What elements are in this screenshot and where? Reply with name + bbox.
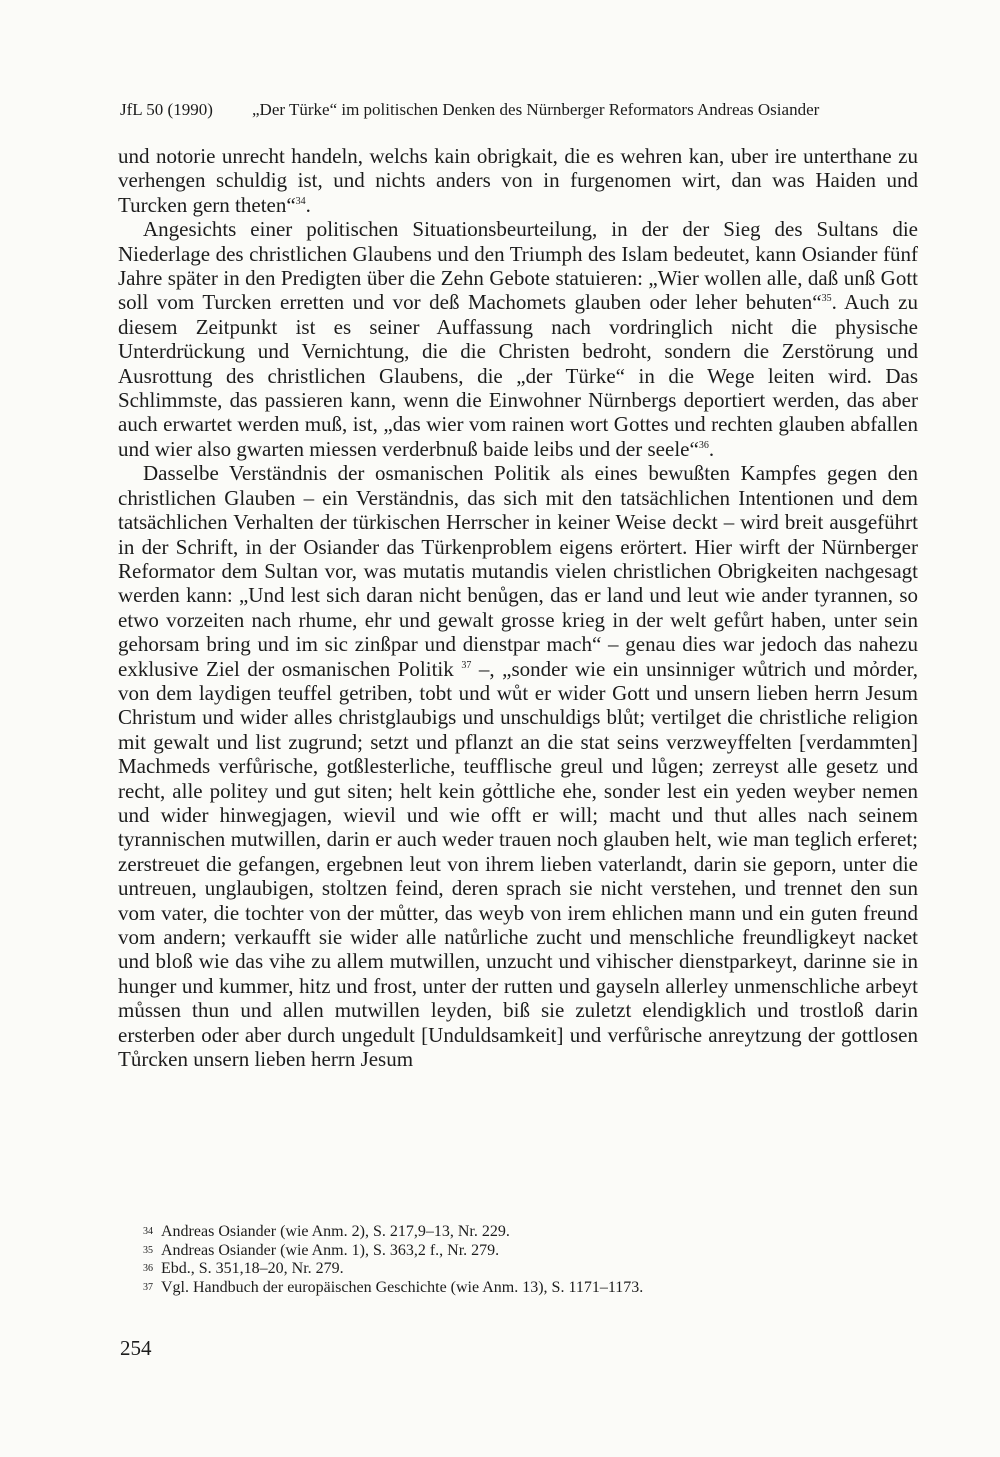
footnote-number: 34 <box>143 1226 153 1237</box>
paragraph-text: Dasselbe Verständnis der osmanischen Politik als eines bewußten Kampfes gegen den christlichen Glauben – ein Verständnis, das sich mit den tatsächlichen Intentionen und dem tatsächlichen Verhalten der türkischen Herrscher in keiner Weise deckt – wird breit ausgeführt in der Schrift, in der Osiander das Türkenproblem eigens erörtert. Hier wirft der Nürnberger Reformator dem Sultan vor, was mutatis mutandis vielen christlichen Obrigkeiten nachgesagt werden kann: „Und lest sich daran nicht benůgen, das er land und leut wie ander tyrannen, so etwo vorzeiten nach rhume, ehr und gewalt grosse krieg in der welt gefůrt haben, unter sein gehorsam bring und im sic zinßpar und dienstpar mach“ – genau dies war jedoch das nahezu exklusive Ziel der osmanischen Politik <box>118 461 918 681</box>
footnote-text: Andreas Osiander (wie Anm. 1), S. 363,2 f., Nr. 279. <box>161 1241 500 1259</box>
footnote-number: 36 <box>143 1263 153 1274</box>
footnote <box>143 1242 918 1261</box>
footnotes <box>143 1223 918 1297</box>
page-number: 254 <box>120 1336 152 1360</box>
footnote-text: Ebd., S. 351,18–20, Nr. 279. <box>161 1260 344 1277</box>
footnote-text: Vgl. Handbuch der europäischen Geschichte (wie Anm. 13), S. 1171–1173. <box>161 1278 644 1296</box>
footnote-ref[interactable]: 36 <box>698 439 709 451</box>
paragraph-text: Angesichts einer politischen Situationsbeurteilung, in der der Sieg des Sultans die Niederlage des christlichen Glaubens und den Triumph des Islam bedeutet, kann Osiander fünf Jahre später in den Predigten über die Zehn Gebote statuieren: „Wier wollen alle, daß unß Gott soll vom Turcken erretten und vor deß Machomets glauben oder leher behuten“ <box>118 217 918 315</box>
footnote <box>143 1279 918 1298</box>
paragraph <box>118 461 918 1071</box>
paragraph-text: . Auch zu diesem Zeitpunkt ist es seiner Auffassung nach vordringlich nicht die physische Unterdrückung und Vernichtung, die die Christen bedroht, sondern die Zerstörung und Ausrottung des christlichen Glaubens, die „der Türke“ in die Wege leiten wird. Das Schlimmste, das passieren kann, wenn die Einwohner Nürnbergs deportiert werden, das aber auch erwartet werden muß, ist, „das wier vom rainen wort Gottes und rechten glauben abfallen und wier also gwarten miessen verderbnuß baide leibs und der seele“ <box>118 290 918 461</box>
running-title: „Der Türke“ im politischen Denken des Nürnberger Reformators Andreas Osiander <box>252 100 820 119</box>
paragraph <box>118 144 918 217</box>
paragraph-text: –, „sonder wie ein unsinniger wůtrich und mỏrder, von dem laydigen teuffel getriben, tobt und wůt er wider Gott und unsern lieben herrn Jesum Christum und wider alles christglaubigs und unschuldigs blůt; vertilget die christliche religion mit gewalt und list zugrund; setzt und pflanzt an die stat seins verzweyffelten [verdammten] Machmeds verfůrische, gotßlesterliche, teufflische greul und lůgen; zerreyst alle gesetz und recht, alle politey und gut siten; helt kein gỏttliche ehe, sonder lest ein yeden weyber nemen und wider hinwegjagen, wievil und wie offt er will; macht und thut alles nach seinem tyrannischen mutwillen, darin er auch weder trauen noch glauben helt, wie man teglich erferet; zerstreuet die gefangen, ergebnen leut von ihrem lieben vaterlandt, darin sie geporn, unter die untreuen, unglaubigen, stoltzen feind, deren sprach sie nicht verstehen, und trennet den sun vom vater, die tochter von der můtter, das weyb von irem ehlichen mann und ein guten freund vom andern; verkaufft sie wider alle natůrliche zucht und menschliche freundligkeyt nacket und bloß wie das vihe zu allem mutwillen, unzucht und vihischer dienstparkeyt, darinne sie in hunger und kummer, hitz und frost, unter der rutten und gayseln allerley unmenschliche arbeyt můssen thun und allen mutwillen leyden, biß sie zuletzt elendigklich und trostloß darin ersterben oder aber durch ungedult [Unduldsamkeit] und verfůrische anreytzung der gottlosen Tůrcken unsern lieben herrn Jesum <box>118 656 919 1072</box>
footnote <box>143 1223 918 1242</box>
running-header <box>120 98 925 122</box>
footnote-number: 35 <box>143 1244 153 1256</box>
footnote-ref[interactable]: 37 <box>461 659 472 671</box>
body-text <box>118 144 918 1071</box>
paragraph-text: . <box>708 436 715 461</box>
footnote-number: 37 <box>143 1281 153 1293</box>
footnote-text: Andreas Osiander (wie Anm. 2), S. 217,9–13, Nr. 229. <box>161 1223 510 1240</box>
paragraph-text: und notorie unrecht handeln, welchs kain obrigkait, die es wehren kan, uber ire unterthane zu verhengen schuldig ist, und nichts anders von in furgenomen wirt, dan was Haiden und Turcken gern theten“ <box>118 144 918 217</box>
footnote-ref[interactable]: 35 <box>821 293 832 305</box>
paragraph-text: . <box>305 192 311 217</box>
paragraph <box>118 217 918 461</box>
journal-reference: JfL 50 (1990) <box>120 100 213 119</box>
footnote-ref[interactable]: 34 <box>295 195 306 207</box>
footnote <box>143 1260 918 1279</box>
